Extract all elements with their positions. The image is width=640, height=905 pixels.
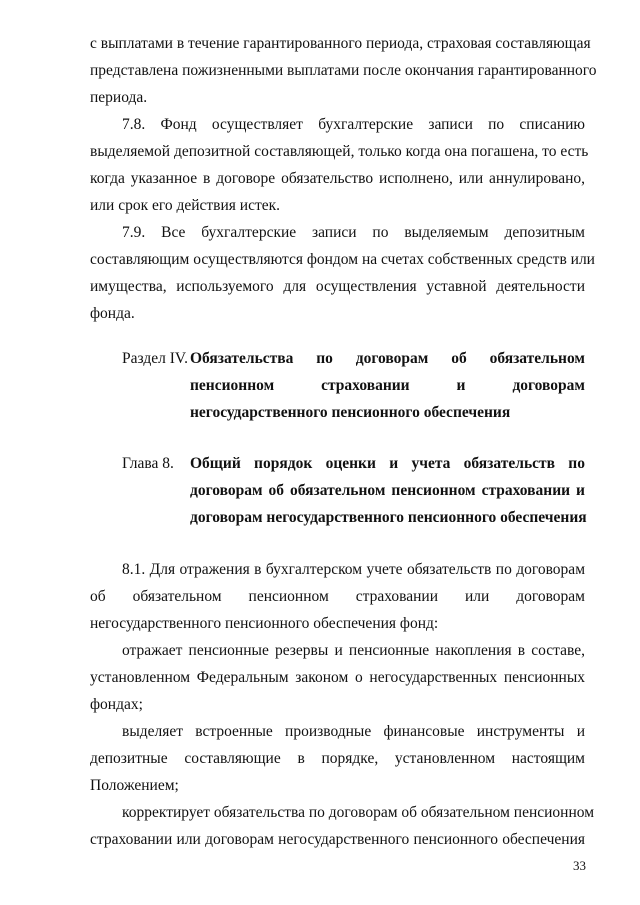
paragraph-7-8-line: или срок его действия истек. (90, 197, 281, 214)
paragraph-7-9-line: составляющим осуществляются фондом на счетах собственных средств или (90, 251, 595, 268)
page-number: 33 (573, 858, 586, 873)
paragraph-8-1-line: об обязательном пенсионном страховании или договорам (90, 588, 585, 605)
chapter-title-line: договорам об обязательном пенсионном страховании и (190, 482, 585, 499)
paragraph-7-8-line: выделяемой депозитной составляющей, только когда она погашена, то есть (90, 143, 589, 160)
paragraph-line: периода. (90, 89, 148, 106)
list-item-line: установленном Федеральным законом о негосударственных пенсионных (90, 669, 585, 686)
paragraph-7-9-line: 7.9. Все бухгалтерские записи по выделяемым депозитным (122, 224, 585, 241)
paragraph-7-8-line: 7.8. Фонд осуществляет бухгалтерские записи по списанию (122, 116, 585, 133)
chapter-title-line: Общий порядок оценки и учета обязательств по (190, 455, 585, 472)
paragraph-8-1-line: негосударственного пенсионного обеспечения фонд: (90, 615, 439, 632)
list-item-line: выделяет встроенные производные финансовые инструменты и (122, 723, 585, 740)
paragraph-7-8-line: когда указанное в договоре обязательство исполнено, или аннулировано, (90, 170, 585, 187)
section-label: Раздел IV. (122, 350, 188, 367)
paragraph-7-9-line: фонда. (90, 305, 135, 322)
list-item-line: фондах; (90, 696, 143, 713)
list-item-line: депозитные составляющие в порядке, установленном настоящим (90, 750, 585, 767)
list-item-line: Положением; (90, 777, 179, 794)
chapter-title-line: договорам негосударственного пенсионного обеспечения (190, 509, 587, 526)
list-item-line: страховании или договорам негосударственного пенсионного обеспечения (90, 831, 585, 848)
list-item-line: отражает пенсионные резервы и пенсионные накопления в составе, (122, 642, 585, 659)
paragraph-line: представлена пожизненными выплатами после окончания гарантированного (90, 62, 597, 79)
paragraph-line: с выплатами в течение гарантированного периода, страховая составляющая (90, 35, 591, 52)
list-item-line: корректирует обязательства по договорам об обязательном пенсионном (122, 804, 595, 821)
chapter-label: Глава 8. (122, 455, 174, 472)
paragraph-8-1-line: 8.1. Для отражения в бухгалтерском учете обязательств по договорам (122, 561, 585, 578)
section-title-line: пенсионном страховании и договорам (190, 377, 585, 394)
section-title-line: негосударственного пенсионного обеспечения (190, 404, 511, 421)
section-title-line: Обязательства по договорам об обязательном (190, 350, 585, 367)
paragraph-7-9-line: имущества, используемого для осуществления уставной деятельности (90, 278, 585, 295)
